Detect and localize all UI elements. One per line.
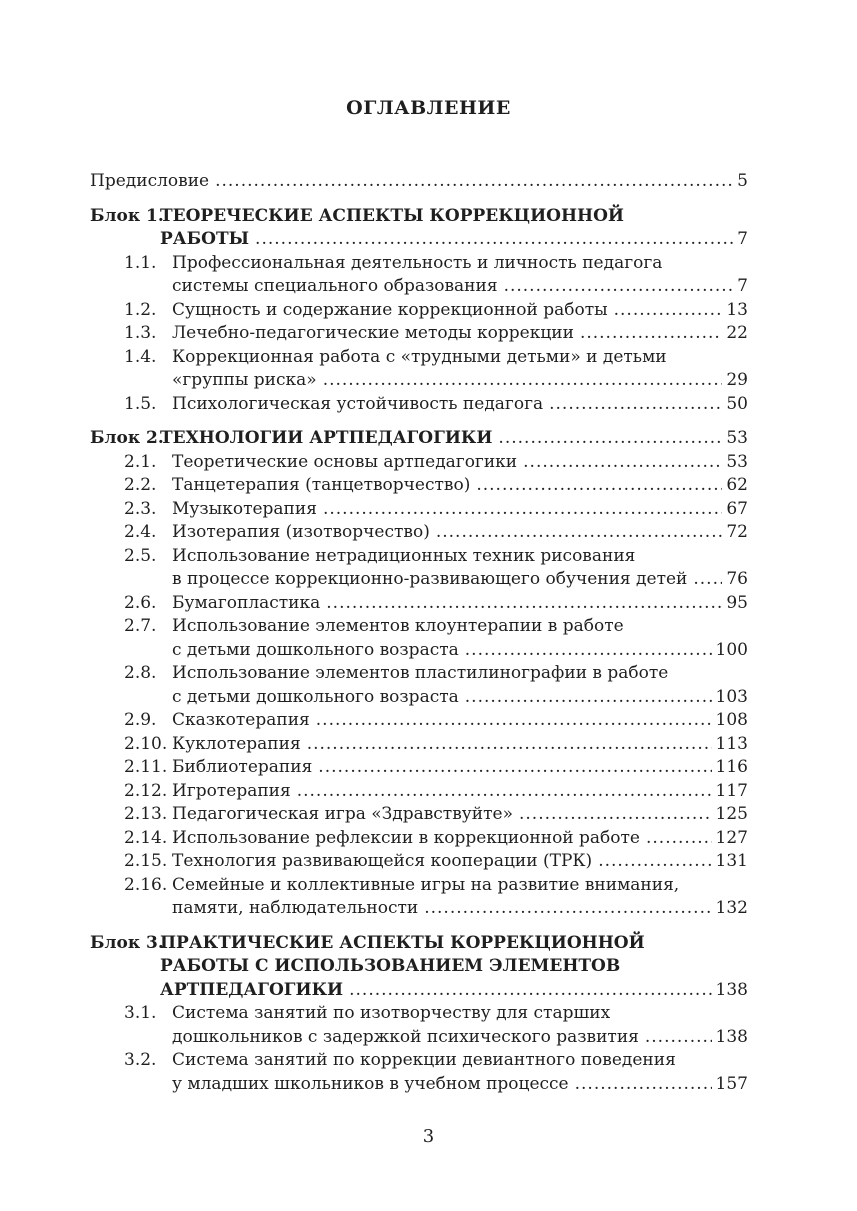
- toc-section-line[interactable]: [90, 592, 748, 616]
- section-number: 2.1.: [124, 451, 157, 472]
- toc-section-line[interactable]: [90, 299, 748, 323]
- section-number: 2.12.: [124, 780, 168, 801]
- toc-section-line[interactable]: [90, 639, 748, 663]
- toc-page-number: 67: [726, 498, 748, 519]
- section-number: 1.1.: [124, 252, 157, 273]
- section-title-text: Использование нетрадиционных техник рисования: [172, 545, 636, 566]
- section-number: 2.7.: [124, 616, 157, 636]
- dot-leader: [307, 733, 712, 757]
- toc-page-number: 113: [715, 733, 748, 754]
- section-number: 1.3.: [124, 323, 157, 343]
- toc-section-line[interactable]: [90, 827, 748, 851]
- toc-section-line[interactable]: [90, 780, 748, 804]
- section-title-text: у младших школьников в учебном процессе: [172, 1073, 569, 1094]
- toc-block-heading-line[interactable]: [90, 979, 748, 1003]
- dot-leader: [297, 780, 712, 804]
- toc-page-number: 7: [737, 276, 748, 296]
- section-title-text: Система занятий по изотворчеству для старших: [172, 1003, 611, 1023]
- dot-leader: [465, 639, 712, 663]
- section-title-text: Изотерапия (изотворчество): [172, 522, 430, 542]
- table-of-contents: [90, 170, 748, 1096]
- toc-page-number: 13: [726, 299, 748, 320]
- toc-block-heading-line[interactable]: [90, 955, 748, 979]
- section-title-text: Семейные и коллективные игры на развитие внимания,: [172, 874, 680, 895]
- dot-leader: [323, 498, 722, 522]
- section-title-text: Использование рефлексии в коррекционной работе: [172, 827, 640, 848]
- dot-leader: [523, 451, 722, 475]
- toc-page-number: 5: [737, 171, 748, 191]
- toc-section-line[interactable]: [90, 498, 748, 522]
- toc-page-number: 131: [715, 851, 748, 871]
- section-title-text: Бумагопластика: [172, 592, 321, 613]
- toc-page-number: 22: [726, 323, 748, 343]
- toc-section-line[interactable]: [90, 275, 748, 299]
- toc-section-line[interactable]: [90, 568, 748, 592]
- section-number: 2.3.: [124, 498, 157, 519]
- toc-entry-title: Предисловие: [90, 171, 210, 191]
- toc-section-line[interactable]: [90, 451, 748, 475]
- toc-section-line[interactable]: [90, 1002, 748, 1026]
- dot-leader: [504, 275, 734, 299]
- dot-leader: [476, 474, 722, 498]
- toc-section-line[interactable]: [90, 1073, 748, 1097]
- toc-block-1: [90, 205, 748, 417]
- toc-section-line[interactable]: [90, 733, 748, 757]
- dot-leader: [645, 1026, 712, 1050]
- toc-page-number: 116: [715, 757, 748, 777]
- block-label: Блок 3.: [90, 932, 164, 953]
- toc-page-number: 103: [715, 686, 748, 707]
- toc-page-number: 138: [715, 979, 748, 1000]
- dot-leader: [316, 709, 712, 733]
- section-title-text: системы специального образования: [172, 276, 498, 296]
- section-title-text: Музыкотерапия: [172, 498, 317, 519]
- toc-section-line[interactable]: [90, 322, 748, 346]
- section-number: 2.15.: [124, 851, 168, 871]
- toc-entry-preface[interactable]: [90, 170, 748, 194]
- toc-page-number: 127: [715, 827, 748, 848]
- section-title-text: Танцетерапия (танцетворчество): [172, 475, 471, 495]
- page-title: ОГЛАВЛЕНИЕ: [346, 97, 511, 119]
- toc-section-line[interactable]: [90, 369, 748, 393]
- spacer: [90, 921, 748, 932]
- section-number: 1.2.: [124, 299, 157, 320]
- dot-leader: [549, 393, 722, 417]
- dot-leader: [498, 427, 722, 451]
- toc-block-heading-line[interactable]: [90, 205, 748, 229]
- toc-section-line[interactable]: [90, 709, 748, 733]
- section-title-text: Куклотерапия: [172, 733, 301, 754]
- section-number: 2.9.: [124, 710, 157, 730]
- toc-section-line[interactable]: [90, 393, 748, 417]
- toc-page-number: 53: [726, 451, 748, 472]
- section-title-text: Система занятий по коррекции девиантного поведения: [172, 1050, 676, 1070]
- section-number: 2.6.: [124, 592, 157, 613]
- dot-leader: [614, 299, 723, 323]
- section-number: 2.5.: [124, 545, 157, 566]
- dot-leader: [318, 756, 711, 780]
- section-title-text: Лечебно-педагогические методы коррекции: [172, 323, 574, 343]
- section-title-text: Коррекционная работа с «трудными детьми» и детьми: [172, 346, 667, 367]
- toc-section-line[interactable]: [90, 615, 748, 639]
- toc-block-heading-line[interactable]: [90, 228, 748, 252]
- toc-section-line[interactable]: [90, 545, 748, 569]
- dot-leader: [326, 592, 722, 616]
- toc-section-line[interactable]: [90, 686, 748, 710]
- toc-block-heading-line[interactable]: [90, 427, 748, 451]
- toc-block-3: [90, 932, 748, 1097]
- section-title-text: Технология развивающейся кооперации (ТРК): [172, 851, 593, 871]
- toc-page-number: 100: [715, 639, 748, 660]
- section-title-text: в процессе коррекционно-развивающего обучения детей: [172, 569, 688, 589]
- spacer: [90, 194, 748, 205]
- toc-section-line[interactable]: [90, 897, 748, 921]
- section-title-text: Сущность и содержание коррекционной работы: [172, 299, 608, 320]
- toc-page-number: 117: [715, 780, 748, 801]
- toc-page-number: 95: [726, 592, 748, 613]
- dot-leader: [580, 322, 722, 346]
- section-number: 1.5.: [124, 393, 157, 414]
- section-title-text: дошкольников с задержкой психического развития: [172, 1026, 639, 1047]
- dot-leader: [424, 897, 711, 921]
- block-label: Блок 1.: [90, 205, 164, 226]
- toc-page-number: 72: [726, 522, 748, 542]
- toc-page-number: 132: [715, 898, 748, 918]
- dot-leader: [255, 228, 733, 252]
- dot-leader: [215, 170, 733, 194]
- section-title-text: Использование элементов клоунтерапии в работе: [172, 616, 624, 636]
- toc-page-number: 29: [726, 370, 748, 390]
- section-title-text: Игротерапия: [172, 780, 291, 801]
- section-title-text: «группы риска»: [172, 370, 317, 390]
- dot-leader: [646, 827, 712, 851]
- dot-leader: [575, 1073, 712, 1097]
- toc-page-number: 50: [726, 393, 748, 414]
- section-title-text: Профессиональная деятельность и личность педагога: [172, 252, 663, 273]
- section-title-text: Сказкотерапия: [172, 710, 310, 730]
- dot-leader: [598, 850, 711, 874]
- section-title-text: с детьми дошкольного возраста: [172, 686, 459, 707]
- toc-section-line[interactable]: [90, 1049, 748, 1073]
- toc-section-line[interactable]: [90, 252, 748, 276]
- section-title-text: Педагогическая игра «Здравствуйте»: [172, 804, 513, 824]
- block-title-text: ТЕХНОЛОГИИ АРТПЕДАГОГИКИ: [160, 428, 493, 448]
- toc-section-line[interactable]: [90, 521, 748, 545]
- dot-leader: [323, 369, 723, 393]
- block-label: Блок 2.: [90, 428, 164, 448]
- section-number: 2.10.: [124, 733, 168, 754]
- section-title-text: Использование элементов пластилинографии в работе: [172, 663, 669, 683]
- section-number: 2.4.: [124, 522, 157, 542]
- block-title-text: АРТПЕДАГОГИКИ: [160, 979, 344, 1000]
- toc-section-line[interactable]: [90, 1026, 748, 1050]
- toc-page-number: 125: [715, 804, 748, 824]
- page-number-footer: 3: [422, 1126, 435, 1147]
- toc-page-number: 76: [726, 569, 748, 589]
- dot-leader: [693, 568, 722, 592]
- section-number: 2.8.: [124, 663, 157, 683]
- toc-section-line[interactable]: [90, 874, 748, 898]
- toc-section-line[interactable]: [90, 662, 748, 686]
- toc-section-line[interactable]: [90, 850, 748, 874]
- block-title-text: РАБОТЫ С ИСПОЛЬЗОВАНИЕМ ЭЛЕМЕНТОВ: [160, 956, 621, 976]
- section-title-text: Библиотерапия: [172, 757, 313, 777]
- spacer: [90, 416, 748, 427]
- section-number: 3.2.: [124, 1050, 157, 1070]
- section-title-text: с детьми дошкольного возраста: [172, 639, 459, 660]
- dot-leader: [349, 979, 711, 1003]
- section-number: 2.14.: [124, 827, 168, 848]
- dot-leader: [519, 803, 712, 827]
- toc-page-number: 62: [726, 475, 748, 495]
- section-title-text: памяти, наблюдательности: [172, 898, 419, 918]
- dot-leader: [465, 686, 712, 710]
- toc-page-number: 53: [726, 428, 748, 448]
- toc-section-line[interactable]: [90, 756, 748, 780]
- section-number: 2.16.: [124, 874, 168, 895]
- toc-page-number: 138: [715, 1026, 748, 1047]
- toc-page-number: 108: [715, 710, 748, 730]
- toc-section-line[interactable]: [90, 803, 748, 827]
- toc-page-number: 7: [737, 229, 748, 249]
- toc-section-line[interactable]: [90, 346, 748, 370]
- section-number: 3.1.: [124, 1003, 157, 1023]
- toc-block-2: [90, 427, 748, 921]
- block-title-text: ПРАКТИЧЕСКИЕ АСПЕКТЫ КОРРЕКЦИОННОЙ: [160, 932, 645, 953]
- dot-leader: [436, 521, 723, 545]
- section-number: 1.4.: [124, 346, 157, 367]
- block-title-text: ТЕОРЕЧЕСКИЕ АСПЕКТЫ КОРРЕКЦИОННОЙ: [160, 205, 624, 226]
- toc-section-line[interactable]: [90, 474, 748, 498]
- section-title-text: Теоретические основы артпедагогики: [172, 451, 518, 472]
- section-title-text: Психологическая устойчивость педагога: [172, 393, 544, 414]
- toc-block-heading-line[interactable]: [90, 932, 748, 956]
- toc-page-number: 157: [715, 1073, 748, 1094]
- block-title-text: РАБОТЫ: [160, 229, 250, 249]
- section-number: 2.2.: [124, 475, 157, 495]
- section-number: 2.11.: [124, 757, 168, 777]
- section-number: 2.13.: [124, 804, 168, 824]
